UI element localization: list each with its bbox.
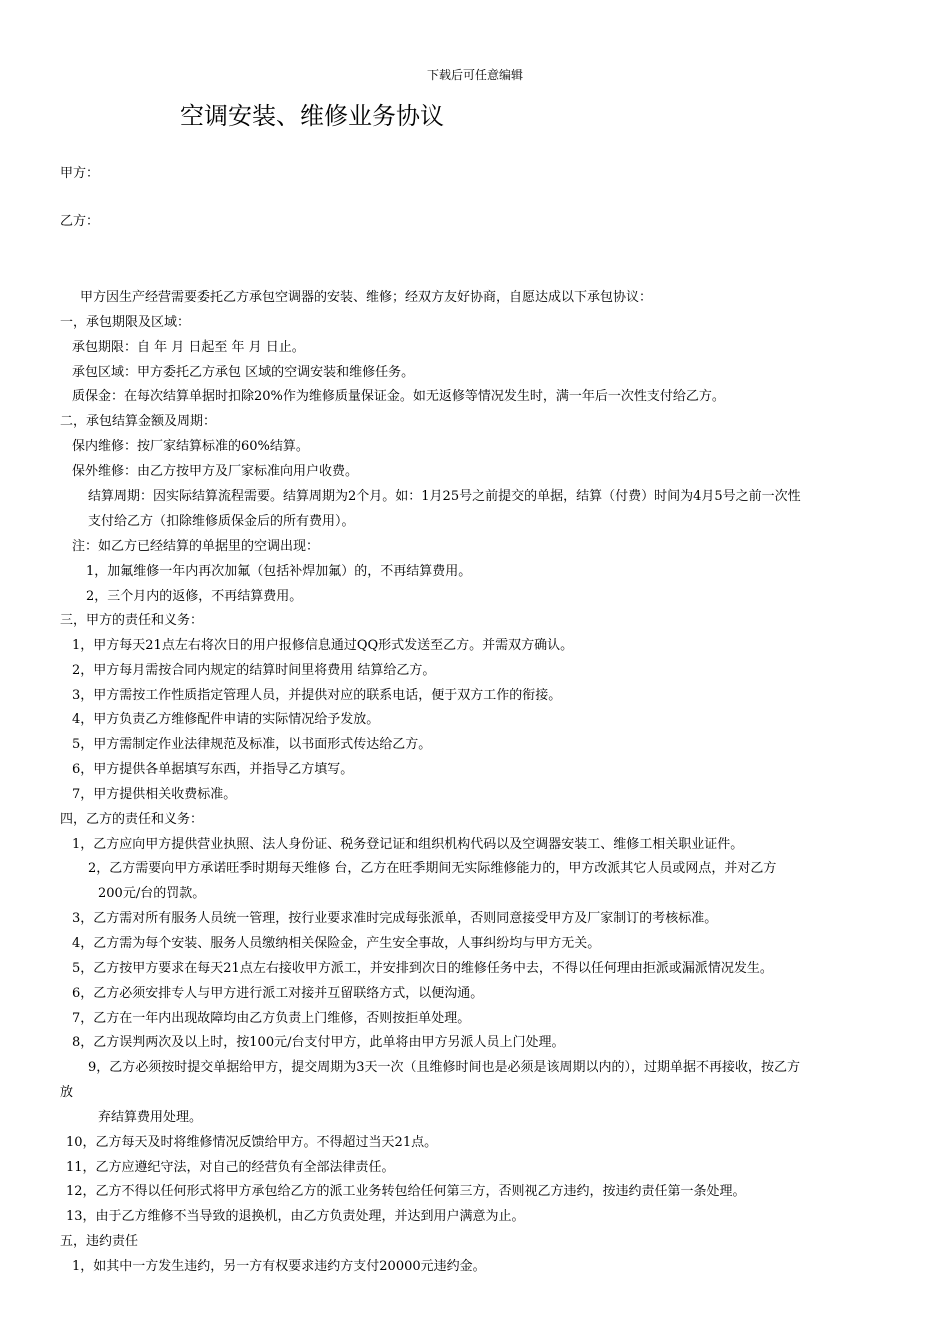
party-b-duty-1: 1，乙方应向甲方提供营业执照、法人身份证、税务登记证和组织机构代码以及空调器安装工、维修工相关职业证件。 xyxy=(72,837,744,852)
quality-deposit: 质保金：在每次结算单据时扣除20%作为维修质量保证金。如无返修等情况发生时，满一年后一次性支付给乙方。 xyxy=(72,389,725,404)
party-b-duty-9-line-2: 放 xyxy=(60,1085,74,1100)
section-3-heading: 三，甲方的责任和义务： xyxy=(60,613,204,628)
party-b-duty-8: 8，乙方误判两次及以上时，按100元/台支付甲方，此单将由甲方另派人员上门处理。 xyxy=(72,1035,565,1050)
party-b-duty-4: 4，乙方需为每个安装、服务人员缴纳相关保险金，产生安全事故，人事纠纷均与甲方无关。 xyxy=(72,936,601,951)
party-b-duty-12: 12，乙方不得以任何形式将甲方承包给乙方的派工业务转包给任何第三方，否则视乙方违约，按违约责任第一条处理。 xyxy=(66,1184,746,1199)
party-b-duty-11: 11，乙方应遵纪守法，对自己的经营负有全部法律责任。 xyxy=(66,1160,395,1175)
party-b-label: 乙方： xyxy=(60,214,100,229)
party-b-duty-7: 7，乙方在一年内出现故障均由乙方负责上门维修，否则按拒单处理。 xyxy=(72,1011,471,1026)
party-b-duty-6: 6，乙方必须安排专人与甲方进行派工对接并互留联络方式，以便沟通。 xyxy=(72,986,484,1001)
party-b-duty-5: 5，乙方按甲方要求在每天21点左右接收甲方派工，并安排到次日的维修任务中去，不得以任何理由拒派或漏派情况发生。 xyxy=(72,961,773,976)
in-warranty-repair: 保内维修：按厂家结算标准的60%结算。 xyxy=(72,439,309,454)
party-a-duty-7: 7，甲方提供相关收费标准。 xyxy=(72,787,237,802)
section-4-heading: 四，乙方的责任和义务： xyxy=(60,812,204,827)
party-a-duty-1: 1，甲方每天21点左右将次日的用户报修信息通过QQ形式发送至乙方。并需双方确认。 xyxy=(72,638,574,653)
party-b-duty-9-line-3: 弃结算费用处理。 xyxy=(98,1110,203,1125)
party-b-duty-10: 10，乙方每天及时将维修情况反馈给甲方。不得超过当天21点。 xyxy=(66,1135,438,1150)
party-a-duty-3: 3，甲方需按工作性质指定管理人员，并提供对应的联系电话，便于双方工作的衔接。 xyxy=(72,688,562,703)
party-a-duty-2: 2，甲方每月需按合同内规定的结算时间里将费用 结算给乙方。 xyxy=(72,663,436,678)
party-b-duty-13: 13，由于乙方维修不当导致的退换机，由乙方负责处理，并达到用户满意为止。 xyxy=(66,1209,525,1224)
settlement-note: 注：如乙方已经结算的单据里的空调出现： xyxy=(72,539,320,554)
contract-area: 承包区域：甲方委托乙方承包 区域的空调安装和维修任务。 xyxy=(72,365,415,380)
party-a-duty-4: 4，甲方负责乙方维修配件申请的实际情况给予发放。 xyxy=(72,712,380,727)
out-warranty-repair: 保外维修：由乙方按甲方及厂家标准向用户收费。 xyxy=(72,464,359,479)
section-2-heading: 二，承包结算金额及周期： xyxy=(60,414,217,429)
settlement-note-item-2: 2，三个月内的返修，不再结算费用。 xyxy=(86,589,303,604)
section-1-heading: 一，承包期限及区域： xyxy=(60,315,191,330)
party-b-duty-3: 3，乙方需对所有服务人员统一管理，按行业要求准时完成每张派单，否则同意接受甲方及厂家制订的考核标准。 xyxy=(72,911,718,926)
party-b-duty-9-line-1: 9，乙方必须按时提交单据给甲方，提交周期为3天一次（且维修时间也是必须是该周期以内的），过期单据不再接收，按乙方 xyxy=(88,1060,801,1075)
settlement-note-item-1: 1，加氟维修一年内再次加氟（包括补焊加氟）的，不再结算费用。 xyxy=(86,564,472,579)
party-b-duty-2-line-2: 200元/台的罚款。 xyxy=(98,886,206,901)
section-5-heading: 五，违约责任 xyxy=(60,1234,139,1249)
party-a-duty-5: 5，甲方需制定作业法律规范及标准，以书面形式传达给乙方。 xyxy=(72,737,432,752)
document-title: 空调安装、维修业务协议 xyxy=(180,102,444,130)
party-a-label: 甲方： xyxy=(60,166,100,181)
party-b-duty-2-line-1: 2，乙方需要向甲方承诺旺季时期每天维修 台，乙方在旺季期间无实际维修能力的，甲方改派其它人员或网点，并对乙方 xyxy=(88,861,777,876)
intro-paragraph: 甲方因生产经营需要委托乙方承包空调器的安装、维修；经双方友好协商，自愿达成以下承包协议： xyxy=(80,290,653,305)
settlement-cycle-line-2: 支付给乙方（扣除维修质保金后的所有费用）。 xyxy=(88,514,355,529)
page-header: 下载后可任意编辑 xyxy=(426,68,523,82)
breach-clause-1: 1，如其中一方发生违约，另一方有权要求违约方支付20000元违约金。 xyxy=(72,1259,486,1274)
party-a-duty-6: 6，甲方提供各单据填写东西，并指导乙方填写。 xyxy=(72,762,354,777)
contract-period: 承包期限：自 年 月 日起至 年 月 日止。 xyxy=(72,340,305,355)
settlement-cycle-line-1: 结算周期：因实际结算流程需要。结算周期为2个月。如：1月25号之前提交的单据，结算（付费）时间为4月5号之前一次性 xyxy=(88,489,801,504)
